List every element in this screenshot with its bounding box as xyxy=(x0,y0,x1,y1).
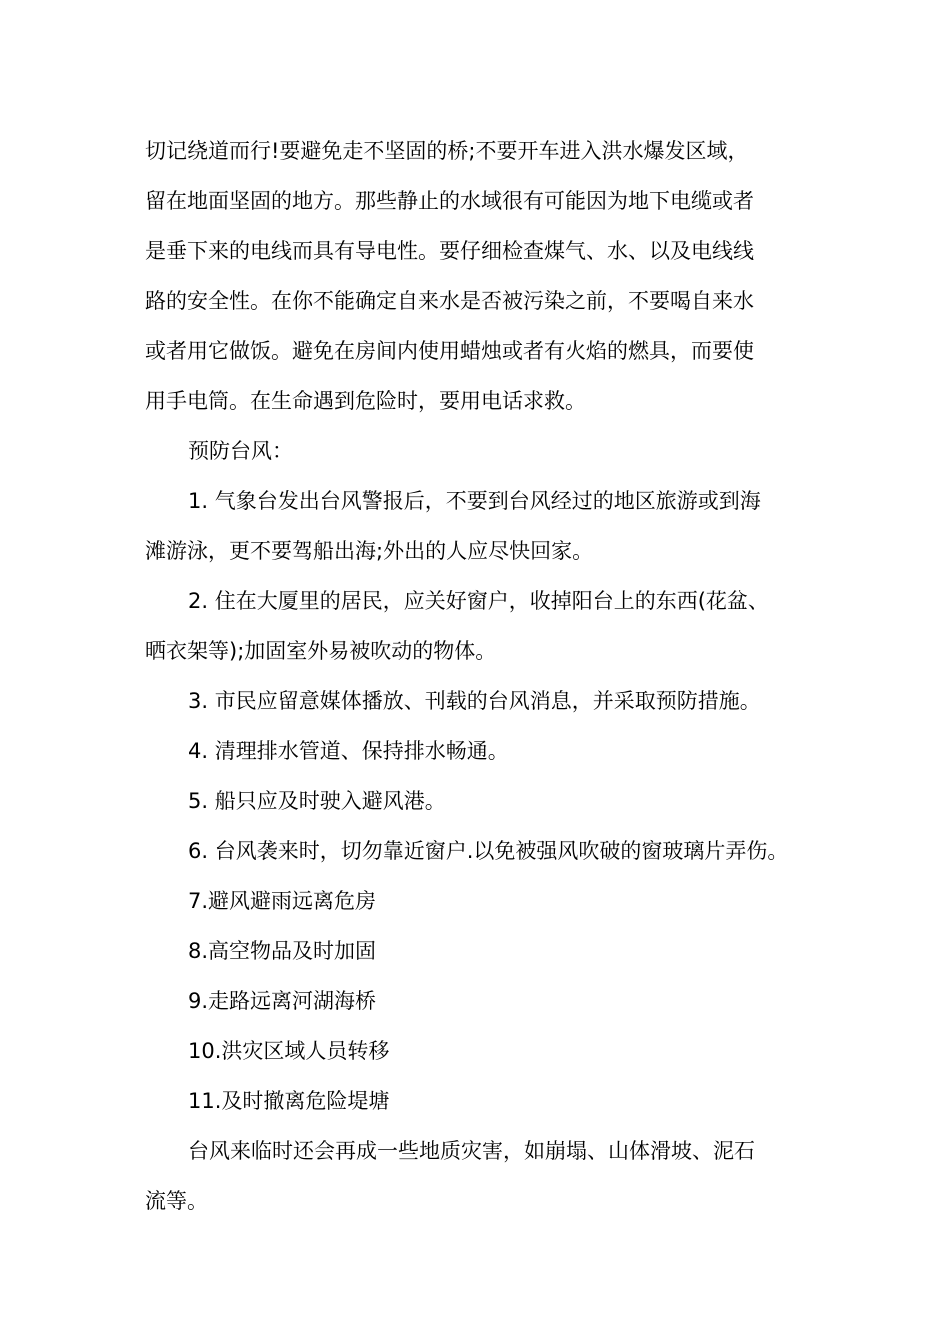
paragraph-line: 是垂下来的电线而具有导电性。要仔细检查煤气、水、以及电线线 xyxy=(145,239,754,263)
list-item: 10.洪灾区域人员转移 xyxy=(188,1039,390,1063)
list-item: 3. 市民应留意媒体播放、刊载的台风消息，并采取预防措施。 xyxy=(188,689,761,713)
list-item: 11.及时撤离危险堤塘 xyxy=(188,1089,390,1113)
list-item: 6. 台风袭来时，切勿靠近窗户.以免被强风吹破的窗玻璃片弄伤。 xyxy=(188,839,789,863)
paragraph-line: 切记绕道而行!要避免走不坚固的桥;不要开车进入洪水爆发区域， xyxy=(145,139,749,163)
list-item: 4. 清理排水管道、保持排水畅通。 xyxy=(188,739,509,763)
list-item: 8.高空物品及时加固 xyxy=(188,939,377,963)
list-item-continuation: 晒衣架等);加固室外易被吹动的物体。 xyxy=(145,639,497,663)
section-heading: 预防台风： xyxy=(188,439,293,463)
paragraph-line: 留在地面坚固的地方。那些静止的水域很有可能因为地下电缆或者 xyxy=(145,189,754,213)
paragraph-line: 路的安全性。在你不能确定自来水是否被污染之前，不要喝自来水 xyxy=(145,289,754,313)
list-item-continuation: 滩游泳，更不要驾船出海;外出的人应尽快回家。 xyxy=(145,539,594,563)
paragraph-line: 用手电筒。在生命遇到危险时，要用电话求救。 xyxy=(145,389,586,413)
paragraph-line: 流等。 xyxy=(145,1189,208,1213)
list-item: 1. 气象台发出台风警报后，不要到台风经过的地区旅游或到海 xyxy=(188,489,761,513)
list-item: 9.走路远离河湖海桥 xyxy=(188,989,377,1013)
list-item: 7.避风避雨远离危房 xyxy=(188,889,377,913)
list-item: 2. 住在大厦里的居民，应关好窗户，收掉阳台上的东西(花盆、 xyxy=(188,589,769,613)
paragraph-line: 台风来临时还会再成一些地质灾害，如崩塌、山体滑坡、泥石 xyxy=(188,1139,755,1163)
list-item: 5. 船只应及时驶入避风港。 xyxy=(188,789,446,813)
paragraph-line: 或者用它做饭。避免在房间内使用蜡烛或者有火焰的燃具，而要使 xyxy=(145,339,754,363)
